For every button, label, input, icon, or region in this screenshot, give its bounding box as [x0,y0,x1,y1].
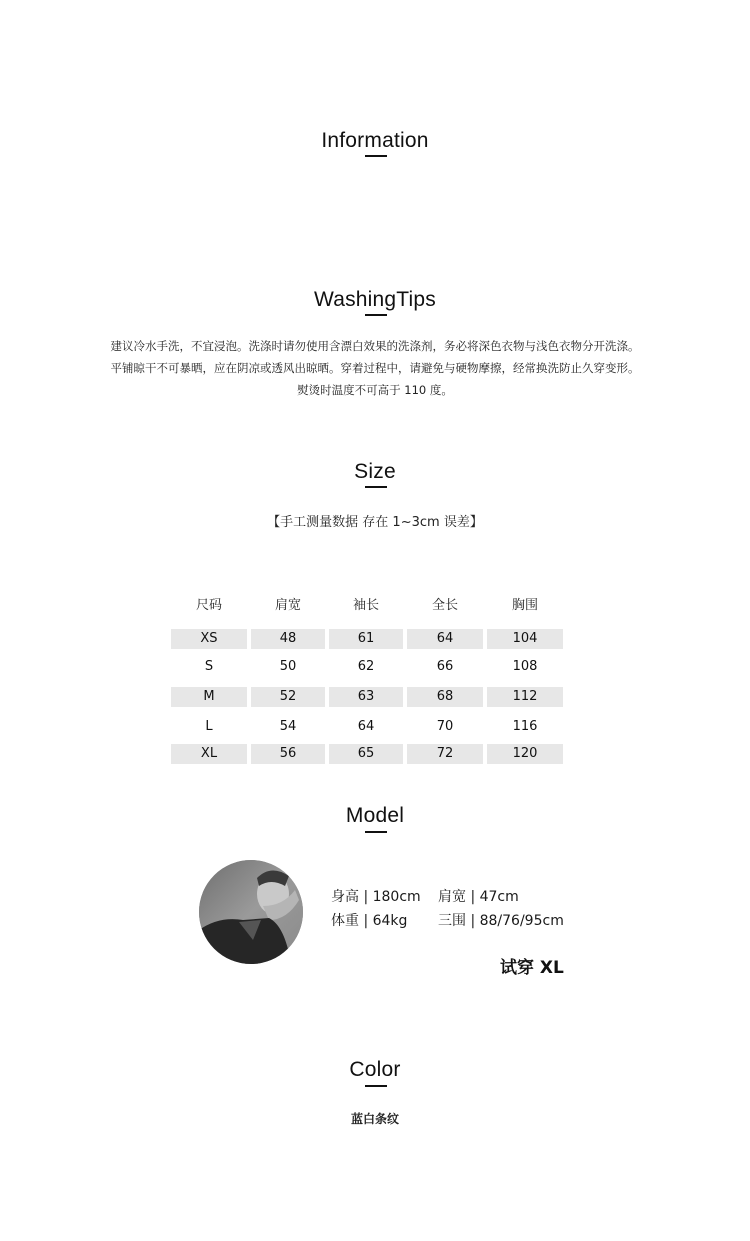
washing-tips-title-underline [365,314,387,316]
cell-chest: 104 [487,629,563,649]
size-measurement-note: 【手工测量数据 存在 1~3cm 误差】 [267,515,483,530]
model-height: 身高 | 180cm [331,889,421,905]
washing-tip-line-3: 熨烫时温度不可高于 110 度。 [297,383,453,397]
washing-tips-title: WashingTips [313,288,437,311]
table-row [171,629,565,649]
cell-sleeve: 65 [329,744,403,764]
cell-size: XS [171,629,247,649]
header-shoulder: 肩宽 [274,598,301,613]
size-title: Size [354,460,396,483]
cell-chest: 108 [512,659,538,674]
model-title-underline [365,831,387,833]
color-value: 蓝白条纹 [350,1112,399,1126]
cell-length: 64 [407,629,483,649]
cell-shoulder: 48 [251,629,325,649]
cell-length: 66 [436,659,454,674]
model-weight: 体重 | 64kg [331,913,408,929]
cell-sleeve: 61 [329,629,403,649]
cell-length: 72 [407,744,483,764]
cell-length: 68 [407,687,483,707]
model-shoulder: 肩宽 | 47cm [438,889,519,905]
table-row [171,717,565,737]
cell-size: M [171,687,247,707]
cell-chest: 112 [487,687,563,707]
information-title: Information [321,129,429,152]
table-row [171,744,565,764]
model-title: Model [345,804,405,827]
cell-size: S [204,659,214,674]
cell-shoulder: 52 [251,687,325,707]
cell-chest: 116 [512,719,538,734]
washing-tip-line-2: 平铺晾干不可暴晒，应在阴凉或透风出晾晒。穿着过程中，请避免与硬物摩擦，经常换洗防止久穿变形。 [110,361,640,375]
cell-shoulder: 54 [279,719,297,734]
table-row [171,687,565,707]
cell-sleeve: 62 [357,659,375,674]
model-measurements: 三围 | 88/76/95cm [438,913,564,929]
header-size: 尺码 [195,598,222,613]
model-photo [199,860,303,964]
cell-chest: 120 [487,744,563,764]
header-chest: 胸围 [511,598,538,613]
header-sleeve: 袖长 [352,598,379,613]
cell-length: 70 [436,719,454,734]
information-title-underline [365,155,387,157]
color-title-underline [365,1085,387,1087]
washing-tip-line-1: 建议冷水手洗，不宜浸泡。洗涤时请勿使用含漂白效果的洗涤剂，务必将深色衣物与浅色衣物分开洗涤。 [110,339,640,353]
trial-size: 试穿 XL [500,958,564,978]
size-title-underline [365,486,387,488]
table-row [171,657,565,677]
cell-sleeve: 63 [329,687,403,707]
color-title: Color [349,1058,401,1081]
cell-size: L [205,719,213,734]
cell-sleeve: 64 [357,719,375,734]
cell-size: XL [171,744,247,764]
cell-shoulder: 56 [251,744,325,764]
header-length: 全长 [431,598,458,613]
cell-shoulder: 50 [279,659,297,674]
size-table-header [171,596,565,616]
